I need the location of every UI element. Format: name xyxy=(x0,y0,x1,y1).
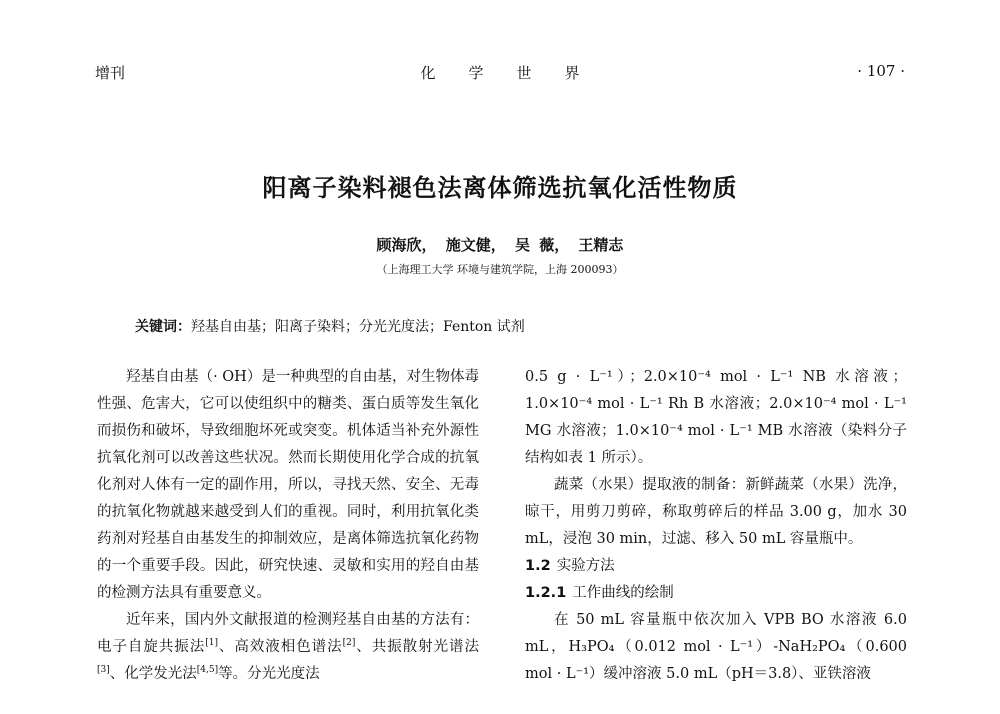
section-number: 1.2 xyxy=(525,558,551,574)
text-segment: 、化学发光法 xyxy=(109,666,197,682)
section-number: 1.2.1 xyxy=(525,585,567,601)
intro-paragraph-2 xyxy=(97,607,479,688)
citation-ref: [2] xyxy=(342,638,356,649)
keywords-label: 关键词： xyxy=(135,319,191,335)
affiliation: （上海理工大学 环境与建筑学院，上海 200093） xyxy=(376,263,624,276)
section-title: 实验方法 xyxy=(556,558,615,574)
left-column xyxy=(97,364,479,688)
method-paragraph: 在 50 mL 容量瓶中依次加入 VPB BO 水溶液 6.0 mL，H₃PO₄（0.012 mol · L⁻¹）-NaH₂PO₄（0.600 mol · L⁻¹）缓冲溶液 5.0 mL（pH＝3.8）、亚铁溶液 xyxy=(525,612,907,682)
keywords xyxy=(135,316,525,336)
author-list: 顾海欣， 施文健， 吴 薇， 王精志 xyxy=(376,236,624,254)
text-segment: 近年来，国内外文献报道的检测羟基自由基的方法有：电子自旋共振法 xyxy=(97,612,479,655)
section-title: 工作曲线的绘制 xyxy=(572,585,674,601)
extract-prep-paragraph: 蔬菜（水果）提取液的制备：新鲜蔬菜（水果）洗净，晾干，用剪刀剪碎，称取剪碎后的样品 3.00 g，加水 30 mL，浸泡 30 min，过滤、移入 50 mL 容量瓶中。 xyxy=(525,477,907,547)
citation-ref: [4,5] xyxy=(196,665,219,676)
page-number: · 107 · xyxy=(857,62,905,80)
right-column xyxy=(525,364,907,688)
reagents-paragraph: 0.5 g · L⁻¹）；2.0×10⁻⁴ mol · L⁻¹ NB 水溶液；1.0×10⁻⁴ mol · L⁻¹ Rh B 水溶液；2.0×10⁻⁴ mol · L⁻¹ MG 水溶液；1.0×10⁻⁴ mol · L⁻¹ MB 水溶液（染料分子结构如表 1 所示）。 xyxy=(525,369,907,466)
text-segment: 、高效液相色谱法 xyxy=(217,639,343,655)
section-heading-1-2 xyxy=(525,553,907,580)
citation-ref: [3] xyxy=(97,665,110,676)
text-segment: 、共振散射光谱法 xyxy=(355,639,480,655)
journal-name: 化学世界 xyxy=(420,64,613,82)
article-title: 阳离子染料褪色法离体筛选抗氧化活性物质 xyxy=(262,174,738,202)
keywords-text: 羟基自由基；阳离子染料；分光光度法；Fenton 试剂 xyxy=(191,319,525,335)
intro-paragraph-1: 羟基自由基（· OH）是一种典型的自由基，对生物体毒性强、危害大，它可以使组织中的糖类、蛋白质等发生氧化而损伤和破坏，导致细胞坏死或突变。机体适当补充外源性抗氧化剂可以改善这些状况。然而长期使用化学合成的抗氧化剂对人体有一定的副作用，所以，寻找天然、安全、无毒的抗氧化物就越来越受到人们的重视。同时，利用抗氧化类药剂对羟基自由基发生的抑制效应，是离体筛选抗氧化药物的一个重要手段。因此，研究快速、灵敏和实用的羟自由基的检测方法具有重要意义。 xyxy=(97,369,479,601)
section-heading-1-2-1 xyxy=(525,580,907,607)
journal-section-label: 增刊 xyxy=(95,64,126,82)
citation-ref: [1] xyxy=(205,638,218,649)
text-segment: 等。分光光度法 xyxy=(218,666,320,682)
